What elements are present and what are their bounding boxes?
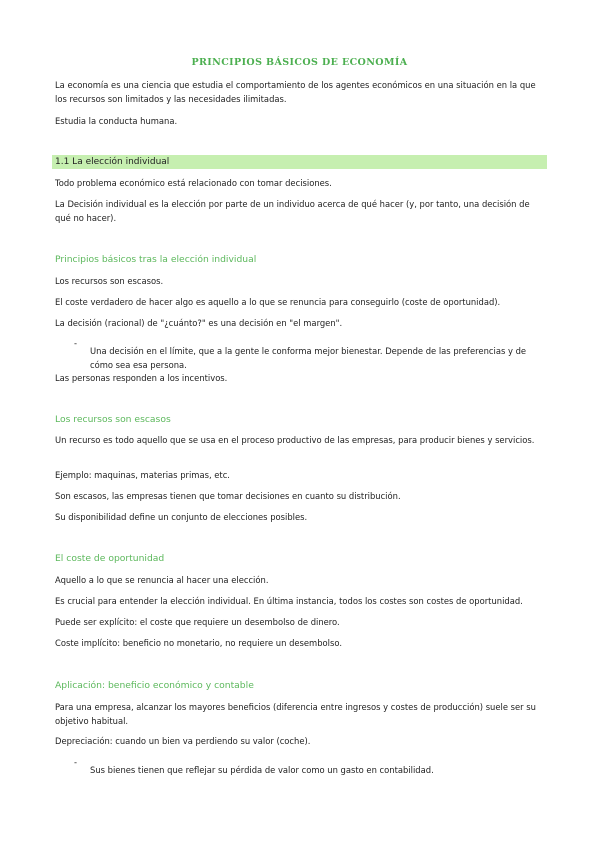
document-title: PRINCIPIOS BÁSICOS DE ECONOMÍA <box>191 57 408 68</box>
subheading: Los recursos son escasos <box>55 414 171 425</box>
paragraph: Su disponibilidad define un conjunto de elecciones posibles. <box>55 512 308 522</box>
paragraph: Puede ser explícito: el coste que requiere un desembolso de dinero. <box>55 617 340 627</box>
bullet-item: Sus bienes tienen que reflejar su pérdida de valor como un gasto en contabilidad. <box>90 765 434 776</box>
subheading: Principios básicos tras la elección individual <box>55 254 257 265</box>
section-paragraph: La Decisión individual es la elección por parte de un individuo acerca de qué hacer (y, por tanto, una decisión de qué no hacer). <box>55 199 530 223</box>
paragraph: Para una empresa, alcanzar los mayores beneficios (diferencia entre ingresos y costes de producción) suele ser su objetivo habitual. <box>55 702 536 726</box>
section-heading: 1.1 La elección individual <box>55 157 170 167</box>
paragraph: Coste implícito: beneficio no monetario, no requiere un desembolso. <box>55 638 342 648</box>
section-paragraph: Todo problema económico está relacionado con tomar decisiones. <box>55 178 332 188</box>
paragraph: Es crucial para entender la elección individual. En última instancia, todos los costes son costes de oportunidad. <box>55 596 523 606</box>
intro-paragraph: La economía es una ciencia que estudia el comportamiento de los agentes económicos en una situación en la que los recursos son limitados y las necesidades ilimitadas. <box>55 80 536 104</box>
paragraph: Aquello a lo que se renuncia al hacer una elección. <box>55 575 269 585</box>
paragraph: Ejemplo: maquinas, materias primas, etc. <box>55 470 230 480</box>
bullet-marker: - <box>74 757 78 767</box>
subheading: Aplicación: beneficio económico y contable <box>55 680 254 691</box>
paragraph: Los recursos son escasos. <box>55 276 164 286</box>
paragraph: Las personas responden a los incentivos. <box>55 373 228 383</box>
paragraph: Un recurso es todo aquello que se usa en el proceso productivo de las empresas, para producir bienes y servicios. <box>55 435 535 445</box>
paragraph: La decisión (racional) de "¿cuánto?" es una decisión en "el margen". <box>55 318 343 328</box>
paragraph: Son escasos, las empresas tienen que tomar decisiones en cuanto su distribución. <box>55 491 401 501</box>
subheading: El coste de oportunidad <box>55 553 165 564</box>
paragraph: El coste verdadero de hacer algo es aquello a lo que se renuncia para conseguirlo (coste de oportunidad). <box>55 297 501 307</box>
paragraph: Depreciación: cuando un bien va perdiendo su valor (coche). <box>55 736 311 746</box>
bullet-item: Una decisión en el límite, que a la gente le conforma mejor bienestar. Depende de las preferencias y de cómo sea esa persona. <box>90 346 527 370</box>
intro-paragraph: Estudia la conducta humana. <box>55 116 178 126</box>
bullet-marker: - <box>74 338 78 348</box>
